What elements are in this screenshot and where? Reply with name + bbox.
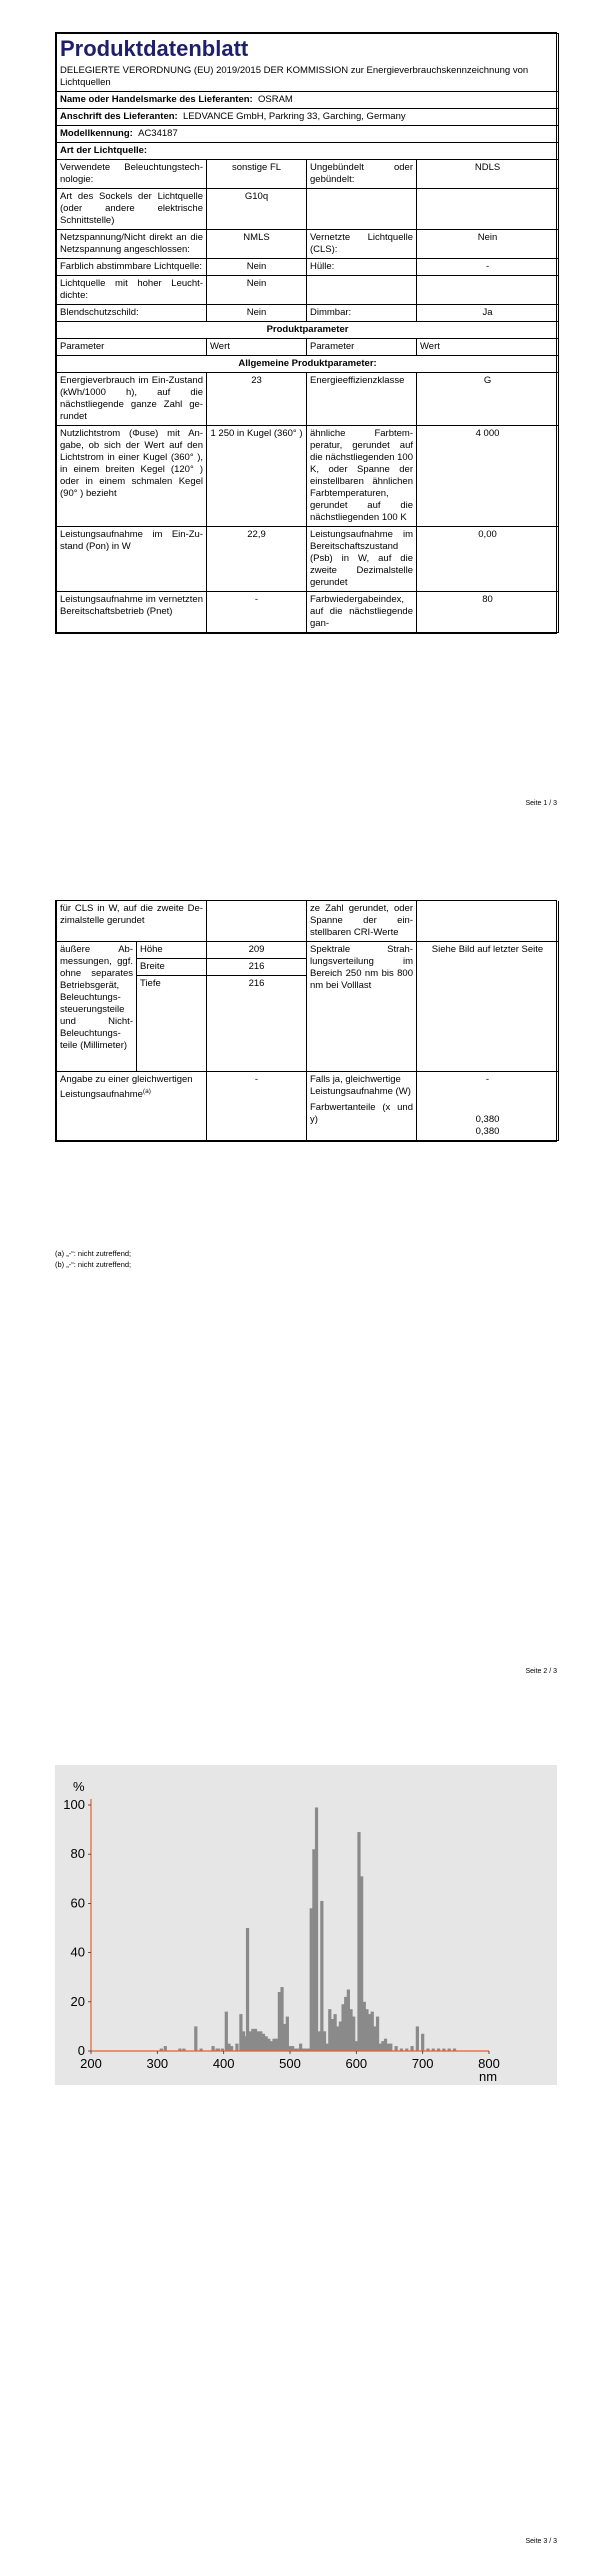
equivalent-power-text: Angabe zu einer gleichwertigen Leistungsaufnahme <box>60 1074 193 1101</box>
supplier-value: OSRAM <box>258 94 293 105</box>
param-row-label: Leistungsaufnahme im vernetzten Bereitschaftsbetrieb (Pnet) <box>57 592 207 633</box>
type-row-label-2: Vernetzte Lichtquelle (CLS): <box>307 230 417 259</box>
spectrum-bar <box>286 2017 289 2051</box>
footnote-b: (b) „-“: nicht zutreffend; <box>55 1260 132 1269</box>
param-row-label: Nutzlichtstrom (Φuse) mit Angabe, ob sich der Wert auf den Lichtstrom in einer Kugel (360° ), in einem breiten Kegel (120° ) oder in einem schmalen Kegel (90° ) bezieht <box>57 426 207 527</box>
param-row-value: 22,9 <box>207 527 307 592</box>
type-row-label: Netzspannung/Nicht direkt an die Netzspannung angeschlossen: <box>57 230 207 259</box>
param-row-value: - <box>207 592 307 633</box>
y-tick-label: 100 <box>63 1797 85 1812</box>
spectral-distribution-chart <box>55 1765 557 2085</box>
regulation-text: DELEGIERTE VERORDNUNG (EU) 2019/2015 DER KOMMISSION zur Energieverbrauchskennzeichnung von Lichtquellen <box>57 63 559 92</box>
spectrum-bar <box>421 2034 424 2051</box>
footnote-ref-a: (a) <box>142 1088 151 1095</box>
continued-label: für CLS in W, auf die zweite Dezimalstelle gerundet <box>57 901 207 942</box>
product-datasheet-table-continued <box>55 900 557 1142</box>
spectrum-bar <box>235 2044 238 2051</box>
general-parameters-heading: Allgemeine Produktparameter: <box>57 356 559 373</box>
equivalent-power-right-label: Falls ja, gleichwertige Leistungsaufnahme (W) <box>310 1074 411 1097</box>
spectral-chart-svg <box>55 1765 557 2085</box>
page-number: Seite 2 / 3 <box>525 1668 557 1675</box>
table-row <box>57 373 559 426</box>
type-row-label: Lichtquelle mit hoher Leuchtdichte: <box>57 276 207 305</box>
address-row <box>57 109 559 126</box>
type-row-value-2: Nein <box>417 230 559 259</box>
param-row-label-2: Energieeffizienzklasse <box>307 373 417 426</box>
equivalent-power-right-value: - <box>485 1074 490 1085</box>
y-tick-label: 40 <box>70 1944 85 1960</box>
continued-value-2 <box>417 901 559 942</box>
type-row-label-2 <box>307 189 417 230</box>
dimension-name: Breite <box>137 959 207 976</box>
type-row-value: sonstige FL <box>207 160 307 189</box>
equivalent-power-label <box>57 1072 207 1141</box>
continued-label-2: ze Zahl gerundet, oder Spanne der einstellbaren CRI-Werte <box>307 901 417 942</box>
x-tick-label: 600 <box>345 2056 368 2071</box>
type-row-label: Art des Sockels der Lichtquelle (oder andere elektrische Schnittstelle) <box>57 189 207 230</box>
table-row <box>57 942 559 959</box>
page-number: Seite 3 / 3 <box>525 2538 557 2545</box>
type-row-label: Farblich abstimmbare Lichtquelle: <box>57 259 207 276</box>
table-row <box>57 1072 559 1141</box>
chromaticity-x: 0,380 <box>475 1114 500 1125</box>
x-tick-label: 700 <box>411 2056 434 2071</box>
type-row-label-2: Dimmbar: <box>307 305 417 322</box>
type-row-value: NMLS <box>207 230 307 259</box>
dimension-name: Tiefe <box>137 976 207 1072</box>
x-tick-label: 500 <box>279 2056 301 2071</box>
type-row-value: G10q <box>207 189 307 230</box>
model-value: AC34187 <box>138 128 178 139</box>
column-header-parameter-2: Parameter <box>307 339 417 356</box>
param-row-value-2: 0,00 <box>417 527 559 592</box>
type-row-value-2: - <box>417 259 559 276</box>
table-row <box>57 189 559 230</box>
spectrum-bar <box>395 2046 398 2051</box>
lightsource-type-heading: Art der Lichtquelle: <box>57 143 559 160</box>
y-tick-label: 20 <box>70 1993 85 2009</box>
address-value: LEDVANCE GmbH, Parkring 33, Garching, Germany <box>183 111 406 122</box>
x-tick-label: 800 <box>478 2056 500 2071</box>
model-label: Modellkennung: <box>60 128 133 139</box>
table-header-row <box>57 339 559 356</box>
type-row-label: Blendschutzschild: <box>57 305 207 322</box>
spectrum-bar <box>194 2026 197 2051</box>
table-row <box>57 160 559 189</box>
param-row-value-2: 4 000 <box>417 426 559 527</box>
dimension-value: 209 <box>207 942 307 959</box>
param-row-value: 23 <box>207 373 307 426</box>
type-row-value-2 <box>417 276 559 305</box>
dimensions-label: äußere Abmessungen, ggf. ohne separates Betriebsgerät, Beleuchtungssteuerungsteile und Nicht-Beleuchtungsteile (Millimeter) <box>57 942 137 1072</box>
equivalent-power-right <box>307 1072 417 1141</box>
address-label: Anschrift des Lieferanten: <box>60 111 178 122</box>
type-row-label-2: Hülle: <box>307 259 417 276</box>
param-row-label: Leistungsaufnahme im Ein-Zustand (Pon) in W <box>57 527 207 592</box>
y-tick-label: 80 <box>70 1846 85 1862</box>
spectrum-bar <box>320 1901 323 2051</box>
type-row-value: Nein <box>207 259 307 276</box>
type-row-value: Nein <box>207 276 307 305</box>
spectrum-bar <box>211 2046 214 2051</box>
x-axis-label: nm <box>479 2069 498 2084</box>
spectral-label: Spektrale Strahlungsverteilung im Bereich 250 nm bis 800 nm bei Volllast <box>307 942 417 1072</box>
type-row-label: Verwendete Beleuchtungstechnologie: <box>57 160 207 189</box>
page-number: Seite 1 / 3 <box>525 800 557 807</box>
equivalent-power-right-values <box>417 1072 559 1141</box>
chromaticity-label: Farbwertanteile (x und y) <box>310 1102 413 1125</box>
chromaticity-y: 0,380 <box>475 1126 500 1137</box>
spectrum-bar <box>389 2044 392 2051</box>
model-row <box>57 126 559 143</box>
table-row <box>57 259 559 276</box>
table-row <box>57 527 559 592</box>
param-row-label-2: ähnliche Farbtemperatur, gerundet auf die nächstliegenden 100 K, oder Spanne der einstellbaren ähnlichen Farbtemperaturen, gerundet auf die nächstliegenden 100 K <box>307 426 417 527</box>
spectrum-bar <box>315 1807 318 2051</box>
equivalent-power-value: - <box>207 1072 307 1141</box>
type-row-label-2 <box>307 276 417 305</box>
supplier-label: Name oder Handelsmarke des Lieferanten: <box>60 94 253 105</box>
table-row <box>57 592 559 633</box>
type-row-value: Nein <box>207 305 307 322</box>
x-tick-label: 300 <box>146 2056 169 2071</box>
param-row-label-2: Farbwiedergabeindex, auf die nächstliegende gan- <box>307 592 417 633</box>
spectrum-bar <box>416 2026 419 2051</box>
column-header-parameter: Parameter <box>57 339 207 356</box>
page-2 <box>0 880 604 1700</box>
spectrum-bar <box>164 2046 167 2051</box>
type-row-value-2: NDLS <box>417 160 559 189</box>
spectrum-bar <box>410 2046 413 2051</box>
param-row-label-2: Leistungsaufnahme im Bereitschaftszustand (Psb) in W, auf die zweite Dezimalstelle gerundet <box>307 527 417 592</box>
param-row-label: Energieverbrauch im Ein-Zustand (kWh/1000 h), auf die nächstliegende ganze Zahl gerundet <box>57 373 207 426</box>
dimension-value: 216 <box>207 959 307 976</box>
type-row-value-2 <box>417 189 559 230</box>
product-parameters-heading: Produktparameter <box>57 322 559 339</box>
param-row-value: 1 250 in Kugel (360° ) <box>207 426 307 527</box>
supplier-row <box>57 92 559 109</box>
table-row <box>57 426 559 527</box>
table-row <box>57 901 559 942</box>
page-title: Produktdatenblatt <box>57 34 559 64</box>
spectral-value: Siehe Bild auf letzter Seite <box>417 942 559 1072</box>
footnote-a: (a) „-“: nicht zutreffend; <box>55 1249 132 1258</box>
param-row-value-2: G <box>417 373 559 426</box>
dimension-name: Höhe <box>137 942 207 959</box>
x-tick-label: 200 <box>80 2056 102 2071</box>
y-tick-label: 0 <box>77 2043 85 2058</box>
table-row <box>57 305 559 322</box>
type-row-value-2: Ja <box>417 305 559 322</box>
y-axis-label: % <box>73 1779 85 1794</box>
table-row <box>57 276 559 305</box>
page-1 <box>0 0 604 820</box>
continued-value <box>207 901 307 942</box>
column-header-value-2: Wert <box>417 339 559 356</box>
product-datasheet-table <box>55 32 557 634</box>
x-tick-label: 400 <box>212 2056 235 2071</box>
dimension-value: 216 <box>207 976 307 1072</box>
table-row <box>57 230 559 259</box>
y-tick-label: 60 <box>70 1895 85 1911</box>
param-row-value-2: 80 <box>417 592 559 633</box>
spectrum-bar <box>230 2046 233 2051</box>
footnotes <box>55 1248 131 1270</box>
column-header-value: Wert <box>207 339 307 356</box>
type-row-label-2: Ungebündelt oder gebündelt: <box>307 160 417 189</box>
